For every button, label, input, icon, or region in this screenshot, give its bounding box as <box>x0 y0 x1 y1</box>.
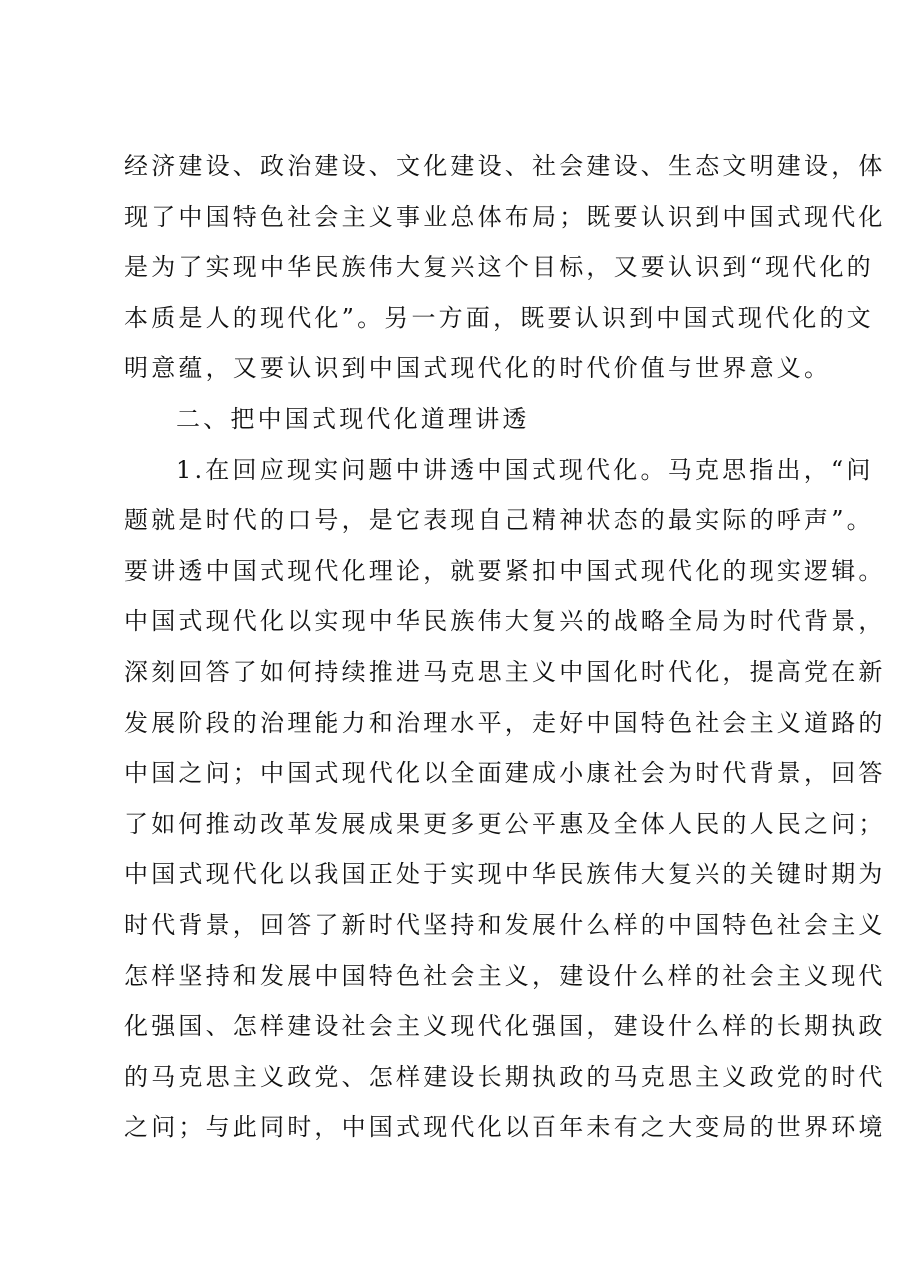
text-line: 化强国、怎样建设社会主义现代化强国，建设什么样的长期执政 <box>124 1012 886 1041</box>
text-line: 题就是时代的口号，是它表现自己精神状态的最实际的呼声”。 <box>124 506 874 535</box>
text-line: 中国之问；中国式现代化以全面建成小康社会为时代背景，回答 <box>124 759 886 788</box>
text-line: 经济建设、政治建设、文化建设、社会建设、生态文明建设，体 <box>124 152 886 180</box>
text-line: 怎样坚持和发展中国特色社会主义，建设什么样的社会主义现代 <box>124 961 886 990</box>
text-line: 现了中国特色社会主义事业总体布局；既要认识到中国式现代化 <box>124 202 886 231</box>
text-line: 本质是人的现代化”。另一方面，既要认识到中国式现代化的文 <box>124 303 874 332</box>
text-line: 要讲透中国式现代化理论，就要紧扣中国式现代化的现实逻辑。 <box>124 556 886 585</box>
document-body <box>124 141 886 1153</box>
text-line: 发展阶段的治理能力和治理水平，走好中国特色社会主义道路的 <box>124 708 886 737</box>
text-line: 了如何推动改革发展成果更多更公平惠及全体人民的人民之问； <box>124 809 886 838</box>
text-line: 中国式现代化以实现中华民族伟大复兴的战略全局为时代背景， <box>124 607 886 636</box>
text-line: 深刻回答了如何持续推进马克思主义中国化时代化，提高党在新 <box>124 657 886 686</box>
text-line: 之问；与此同时，中国式现代化以百年未有之大变局的世界环境 <box>124 1113 886 1142</box>
text-line: 中国式现代化以我国正处于实现中华民族伟大复兴的关键时期为 <box>124 860 886 889</box>
text-line: 明意蕴，又要认识到中国式现代化的时代价值与世界意义。 <box>124 354 832 383</box>
section-heading: 二、把中国式现代化道理讲透 <box>176 404 530 433</box>
text-line: 1.在回应现实问题中讲透中国式现代化。马克思指出，“问 <box>176 455 874 484</box>
text-line: 时代背景，回答了新时代坚持和发展什么样的中国特色社会主义 <box>124 910 886 939</box>
text-line: 的马克思主义政党、怎样建设长期执政的马克思主义政党的时代 <box>124 1062 886 1091</box>
text-line: 是为了实现中华民族伟大复兴这个目标，又要认识到“现代化的 <box>124 253 874 282</box>
